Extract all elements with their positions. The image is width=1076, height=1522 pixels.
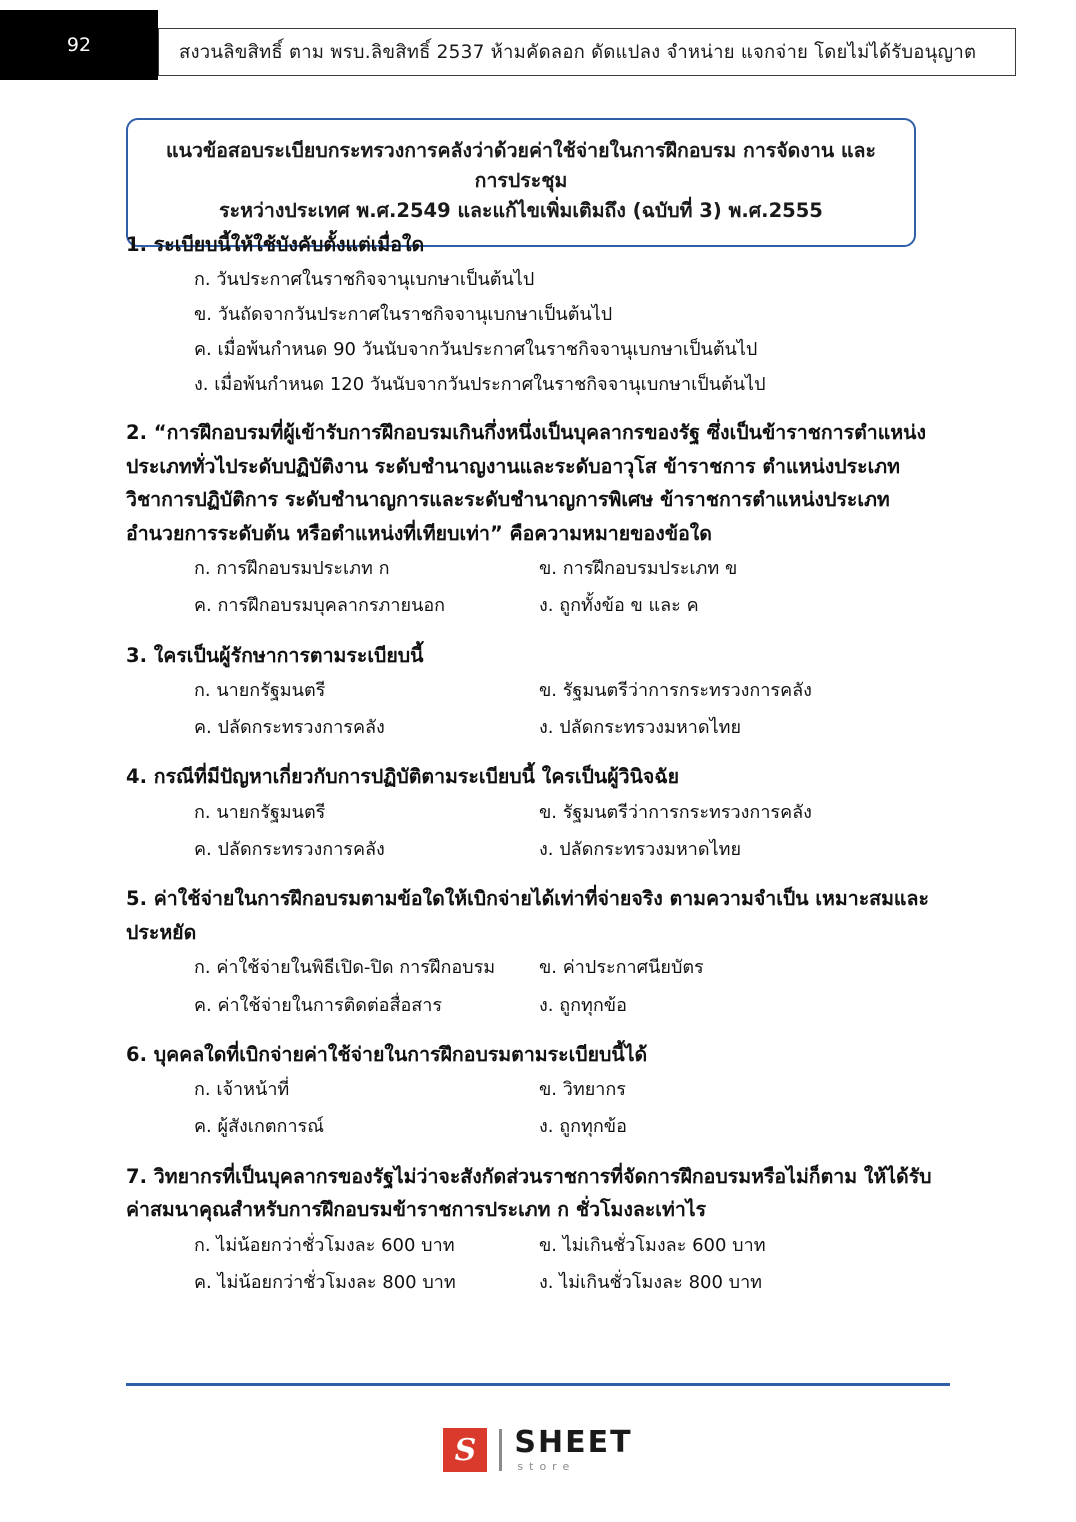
choice-list xyxy=(194,794,946,868)
choice-item[interactable]: ก. เจ้าหน้าที่ xyxy=(194,1079,290,1101)
question-text: 3. ใครเป็นผู้รักษาการตามระเบียบนี้ xyxy=(126,643,424,667)
choice-list xyxy=(194,262,946,403)
choice-item[interactable]: ข. รัฐมนตรีว่าการกระทรวงการคลัง xyxy=(539,680,812,702)
question-text: 5. ค่าใช้จ่ายในการฝึกอบรมตามข้อใดให้เบิกจ่ายได้เท่าที่จ่ายจริง ตามความจำเป็น เหมาะสมและประหยัด xyxy=(126,887,929,944)
choice-item[interactable]: ก. ค่าใช้จ่ายในพิธีเปิด-ปิด การฝึกอบรม xyxy=(194,957,496,979)
choice-item[interactable]: ก. นายกรัฐมนตรี xyxy=(194,801,326,823)
logo-text-block xyxy=(514,1425,633,1473)
question-text: 1. ระเบียบนี้ให้ใช้บังคับตั้งแต่เมื่อใด xyxy=(126,233,425,256)
choice-item[interactable]: ก. วันประกาศในราชกิจจานุเบกษาเป็นต้นไป xyxy=(194,268,535,290)
page-header xyxy=(0,0,1076,90)
copyright-banner xyxy=(158,28,1016,76)
choice-item[interactable]: ค. ไม่น้อยกว่าชั่วโมงละ 800 บาท xyxy=(194,1271,456,1293)
sheet-store-logo-icon xyxy=(443,1428,487,1472)
choice-item[interactable]: ข. รัฐมนตรีว่าการกระทรวงการคลัง xyxy=(539,801,812,823)
choice-item[interactable]: ข. วันถัดจากวันประกาศในราชกิจจานุเบกษาเป็นต้นไป xyxy=(194,303,613,325)
choice-item[interactable]: ง. ถูกทั้งข้อ ข และ ค xyxy=(539,595,699,617)
choice-item[interactable]: ค. ปลัดกระทรวงการคลัง xyxy=(194,839,385,861)
exam-title-line-2: ระหว่างประเทศ พ.ศ.2549 และแก้ไขเพิ่มเติมถึง (ฉบับที่ 3) พ.ศ.2555 xyxy=(219,199,823,223)
choice-item[interactable]: ค. เมื่อพ้นกำหนด 90 วันนับจากวันประกาศในราชกิจจานุเบกษาเป็นต้นไป xyxy=(194,338,758,360)
question-text: 6. บุคคลใดที่เบิกจ่ายค่าใช้จ่ายในการฝึกอบรมตามระเบียบนี้ได้ xyxy=(126,1042,648,1066)
choice-item[interactable]: ก. นายกรัฐมนตรี xyxy=(194,680,326,702)
choice-item[interactable]: ข. ค่าประกาศนียบัตร xyxy=(539,957,704,979)
page-number: 92 xyxy=(66,34,92,56)
choice-item[interactable]: ง. ถูกทุกข้อ xyxy=(539,1116,627,1138)
choice-item[interactable]: ข. วิทยากร xyxy=(539,1079,626,1101)
choice-item[interactable]: ค. การฝึกอบรมบุคลากรภายนอก xyxy=(194,595,446,617)
choice-list xyxy=(194,1227,946,1301)
question-text: 4. กรณีที่มีปัญหาเกี่ยวกับการปฏิบัติตามระเบียบนี้ ใครเป็นผู้วินิจฉัย xyxy=(126,765,680,789)
choice-item[interactable]: ค. ค่าใช้จ่ายในการติดต่อสื่อสาร xyxy=(194,994,443,1016)
choice-item[interactable]: ข. ไม่เกินชั่วโมงละ 600 บาท xyxy=(539,1234,766,1256)
exam-title-line-1: แนวข้อสอบระเบียบกระทรวงการคลังว่าด้วยค่าใช้จ่ายในการฝึกอบรม การจัดงาน และการประชุม xyxy=(166,139,876,193)
choice-item[interactable]: ง. เมื่อพ้นกำหนด 120 วันนับจากวันประกาศในราชกิจจานุเบกษาเป็นต้นไป xyxy=(194,374,766,395)
question-text: 2. “การฝึกอบรมที่ผู้เข้ารับการฝึกอบรมเกินกึ่งหนึ่งเป็นบุคลากรของรัฐ ซึ่งเป็นข้าราชการตำแหน่งประเภททั่วไประดับปฏิบัติงาน ระดับชำนาญงานและระดับอาวุโส ข้าราชการ ตำแหน่งประเภทวิชาการปฏิบัติการ ระดับชำนาญการและระดับชำนาญการพิเศษ ข้าราชการตำแหน่งประเภทอำนวยการระดับต้น หรือตำแหน่งที่เทียบเท่า” คือความหมายของข้อใด xyxy=(126,421,926,545)
question-text: 7. วิทยากรที่เป็นบุคลากรของรัฐไม่ว่าจะสังกัดส่วนราชการที่จัดการฝึกอบรมหรือไม่ก็ตาม ให้ได้รับค่าสมนาคุณสำหรับการฝึกอบรมข้าราชการประเภท ก ชั่วโมงละเท่าไร xyxy=(126,1164,932,1222)
choice-item[interactable]: ก. ไม่น้อยกว่าชั่วโมงละ 600 บาท xyxy=(194,1234,455,1256)
logo-subtitle: store xyxy=(517,1460,576,1473)
choice-list xyxy=(194,550,946,624)
choice-list xyxy=(194,949,946,1023)
footer-logo xyxy=(0,1425,1076,1473)
choice-item[interactable]: ง. ปลัดกระทรวงมหาดไทย xyxy=(539,717,742,739)
question-list xyxy=(126,228,946,1301)
choice-list xyxy=(194,1071,946,1145)
choice-item[interactable]: ค. ปลัดกระทรวงการคลัง xyxy=(194,717,385,739)
logo-mark-letter: S xyxy=(454,1432,477,1468)
footer-divider xyxy=(126,1383,950,1386)
page-number-tab xyxy=(0,10,158,80)
logo-divider xyxy=(499,1429,502,1471)
copyright-text: สงวนลิขสิทธิ์ ตาม พรบ.ลิขสิทธิ์ 2537 ห้ามคัดลอก ดัดแปลง จำหน่าย แจกจ่าย โดยไม่ได้รับอนุญาต xyxy=(179,41,977,63)
choice-item[interactable]: ง. ปลัดกระทรวงมหาดไทย xyxy=(539,839,742,861)
choice-item[interactable]: ง. ไม่เกินชั่วโมงละ 800 บาท xyxy=(539,1271,763,1293)
choice-item[interactable]: ก. การฝึกอบรมประเภท ก xyxy=(194,558,390,580)
choice-item[interactable]: ค. ผู้สังเกตการณ์ xyxy=(194,1116,324,1138)
choice-list xyxy=(194,672,946,746)
logo-title: SHEET xyxy=(514,1425,633,1460)
choice-item[interactable]: ง. ถูกทุกข้อ xyxy=(539,994,627,1016)
choice-item[interactable]: ข. การฝึกอบรมประเภท ข xyxy=(539,558,738,580)
